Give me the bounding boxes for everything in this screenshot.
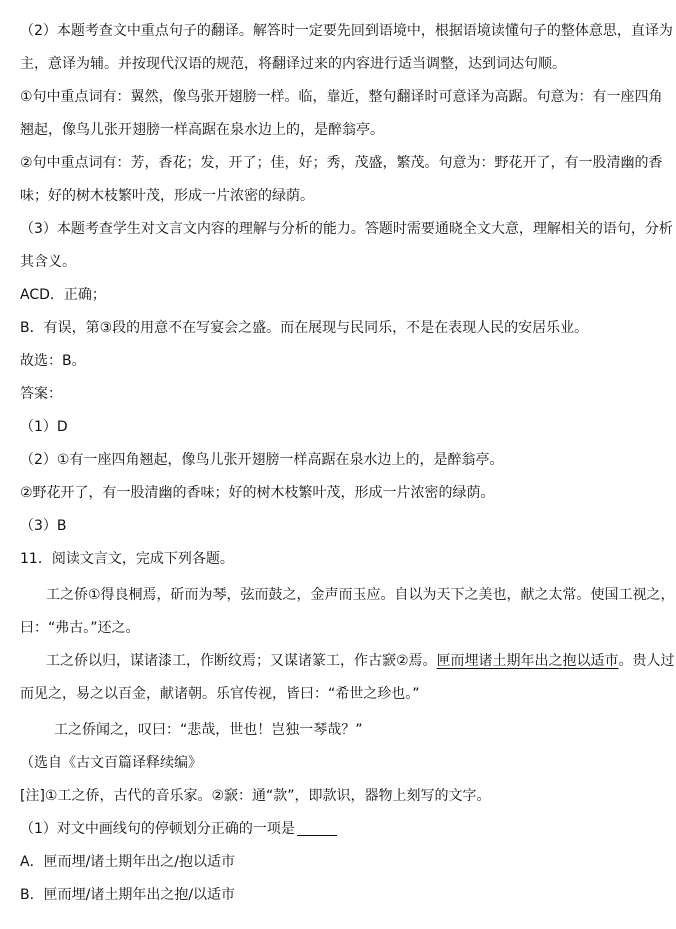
passage-line: 工之侨①得良桐焉，斫而为琴，弦而鼓之，金声而玉应。自以为天下之美也，献之太常。使国工视之，	[46, 587, 675, 603]
passage-line: 曰：“弗古。”还之。	[20, 620, 140, 636]
paragraph-line: B．有误，第③段的用意不在写宴会之盛。而在展现与民同乐，不是在表现人民的安居乐业。	[20, 320, 589, 336]
passage-line: 而见之，易之以百金，献诸朝。乐官传视，皆曰：“希世之珍也。”	[20, 686, 420, 702]
source-note: （选自《古文百篇译释续编》	[20, 755, 202, 771]
paragraph-line: 主，意译为辅。并按现代汉语的规范，将翻译过来的内容进行适当调整，达到词达句顺。	[20, 56, 566, 72]
answer-line: （1）D	[20, 419, 68, 435]
answer-line: （3）B	[20, 518, 67, 534]
paragraph-line: 其含义。	[20, 254, 76, 270]
paragraph-line: 翘起，像鸟儿张开翅膀一样高踞在泉水边上的，是醉翁亭。	[20, 122, 384, 138]
option-a: A．匣而埋/诸土期年出之/抱以适市	[20, 854, 236, 870]
paragraph-line: 故选：B。	[20, 353, 86, 369]
paragraph-line: 味；好的树木枝繁叶茂，形成一片浓密的绿荫。	[20, 188, 314, 204]
underlined-sentence: 匣而埋诸土期年出之抱以适市	[436, 653, 619, 669]
passage-line	[0, 645, 676, 678]
question-heading: 11．阅读文言文，完成下列各题。	[20, 551, 234, 567]
question-text: （1）对文中画线句的停顿划分正确的一项是	[20, 821, 295, 837]
paragraph-line: ①句中重点词有：翼然，像鸟张开翅膀一样。临，靠近，整句翻译时可意译为高踞。句意为：有一座四角	[20, 89, 663, 105]
paragraph-line: ②句中重点词有：芳，香花；发，开了；佳，好；秀，茂盛，繁茂。句意为：野花开了，有一股清幽的香	[20, 155, 663, 171]
paragraph-line: （2）本题考查文中重点句子的翻译。解答时一定要先回到语境中，根据语境读懂句子的整体意思，直译为	[20, 23, 673, 39]
option-b: B．匣而埋/诸土期年出之抱/以适市	[20, 887, 236, 903]
answer-heading: 答案：	[20, 386, 62, 402]
paragraph-line: ACD．正确；	[20, 287, 106, 303]
paragraph-line: （3）本题考查学生对文言文内容的理解与分析的能力。答题时需要通晓全文大意，理解相关的语句，分析	[20, 221, 673, 237]
question-line	[0, 813, 676, 846]
answer-line: ②野花开了，有一股清幽的香味；好的树木枝繁叶茂，形成一片浓密的绿荫。	[20, 485, 495, 501]
answer-line: （2）①有一座四角翘起，像鸟儿张开翅膀一样高踞在泉水边上的，是醉翁亭。	[20, 452, 504, 468]
passage-line: 工之侨闻之，叹曰：“悲哉，世也！岂独一琴哉？”	[54, 722, 363, 738]
passage-text: 。贵人过	[618, 653, 675, 669]
answer-blank	[297, 819, 337, 836]
passage-text: 工之侨以归，谋诸漆工，作断纹焉；又谋诸篆工，作古窾②焉。	[46, 653, 437, 669]
annotation-note: [注]①工之侨，古代的音乐家。②窾：通“款”，即款识，器物上刻写的文字。	[20, 788, 491, 804]
